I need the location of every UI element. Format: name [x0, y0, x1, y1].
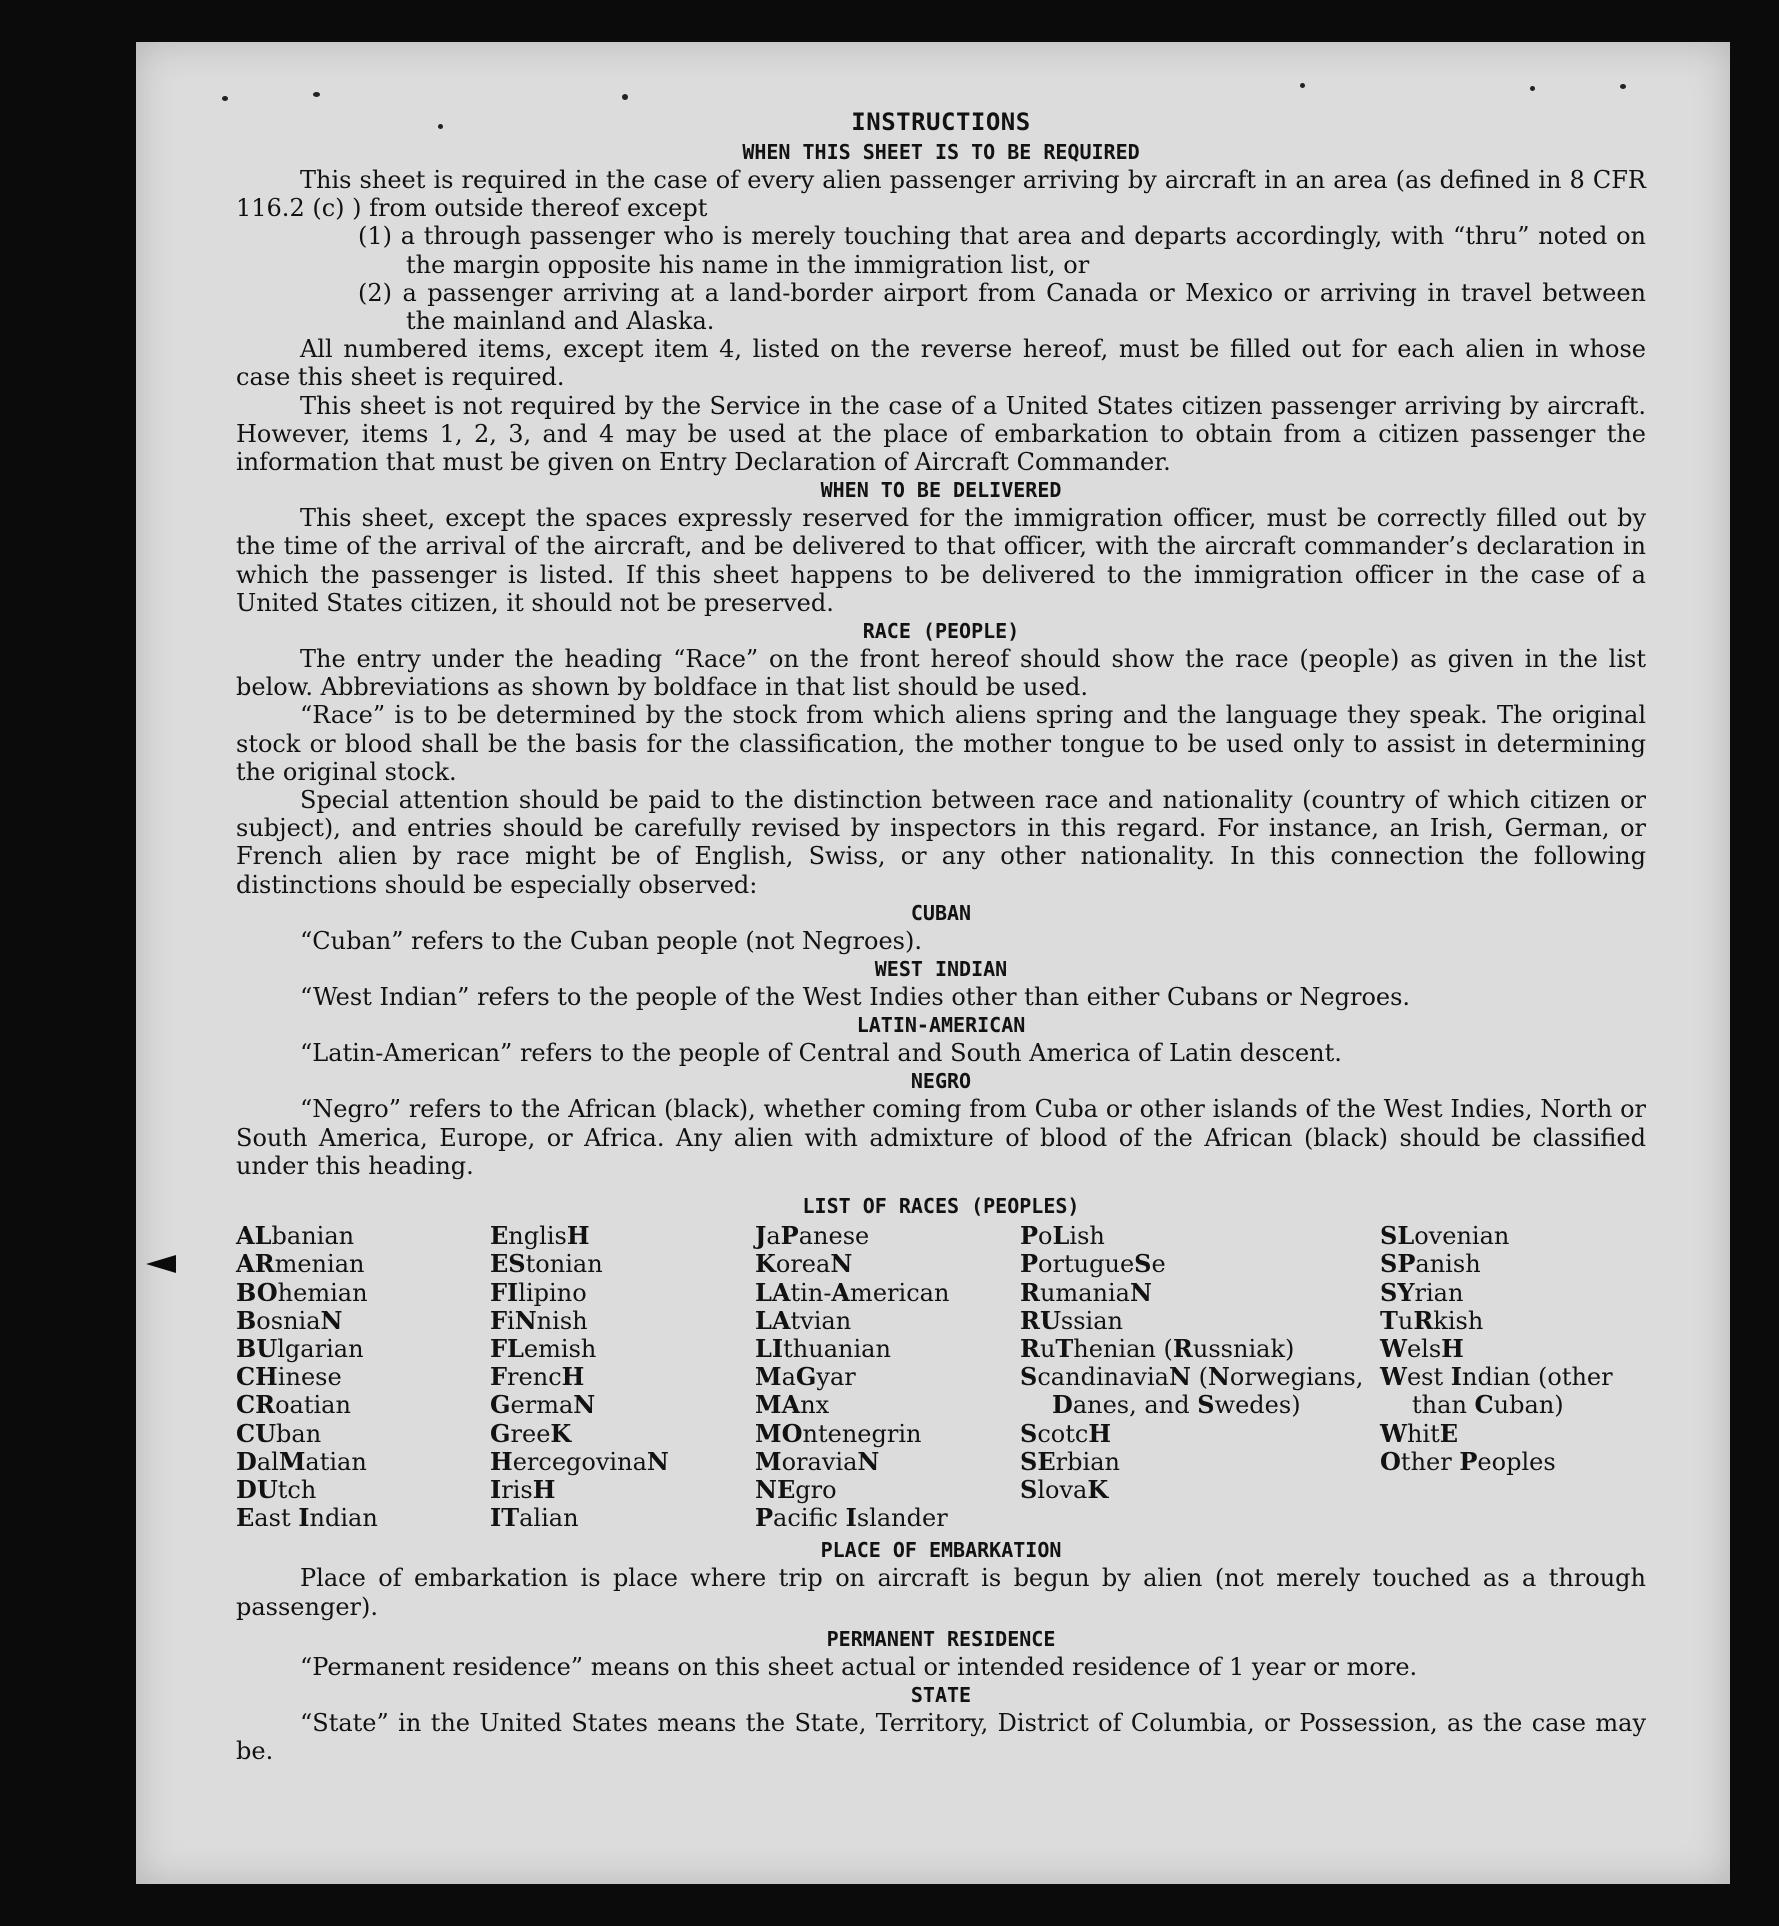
- race-list: [236, 1222, 1646, 1532]
- race-item: MaGyar: [755, 1362, 856, 1392]
- section-heading-required: WHEN THIS SHEET IS TO BE REQUIRED: [742, 140, 1140, 164]
- race-item: CRoatian: [236, 1390, 351, 1420]
- document-page: [136, 42, 1730, 1884]
- page-title: INSTRUCTIONS: [851, 108, 1031, 136]
- race-item: RumaniaN: [1020, 1277, 1152, 1307]
- race-item: BUlgarian: [236, 1333, 364, 1363]
- paragraph: “Negro” refers to the African (black), whether coming from Cuba or other islands of the West Indies, North or South America, Europe, or Africa. Any alien with admixture of blood of the African (black) should be classified under this heading.: [236, 1095, 1646, 1180]
- race-column: [1380, 1222, 1646, 1532]
- race-item: LAtin-American: [755, 1277, 950, 1307]
- paragraph: This sheet is required in the case of every alien passenger arriving by aircraft in an area (as defined in 8 CFR 116.2 (c) ) from outside thereof except: [236, 166, 1646, 223]
- race-item: HercegovinaN: [490, 1446, 669, 1476]
- section-heading-race-list: LIST OF RACES (PEOPLES): [802, 1194, 1080, 1219]
- race-item: KoreaN: [755, 1249, 853, 1279]
- race-column: [755, 1222, 1020, 1532]
- race-column: [236, 1222, 490, 1532]
- race-item: MAnx: [755, 1390, 830, 1420]
- race-item: LIthuanian: [755, 1333, 891, 1363]
- paragraph: “State” in the United States means the State, Territory, District of Columbia, or Possession, as the case may be.: [236, 1708, 1646, 1766]
- ink-speck: [438, 124, 443, 129]
- race-item: NEgro: [755, 1474, 837, 1504]
- race-item: CUban: [236, 1418, 322, 1448]
- race-item: Pacifc Islander: [755, 1503, 948, 1533]
- race-item: RUssian: [1020, 1305, 1124, 1335]
- race-item: IrisH: [490, 1474, 556, 1504]
- paragraph: “West Indian” refers to the people of the West Indies other than either Cubans or Negroes.: [300, 983, 1411, 1012]
- race-item: FIlipino: [490, 1277, 587, 1307]
- section-heading-negro: NEGRO: [910, 1069, 972, 1094]
- section-heading-race: RACE (PEOPLE): [862, 619, 1020, 644]
- race-item: TuRkish: [1380, 1305, 1484, 1335]
- race-item: JaPanese: [755, 1221, 870, 1251]
- section-heading-delivered: WHEN TO BE DELIVERED: [820, 478, 1062, 503]
- ink-speck: [1300, 83, 1305, 88]
- instructions-body: [236, 108, 1646, 1765]
- race-item: WhitE: [1380, 1418, 1459, 1448]
- list-item: (2) a passenger arriving at a land-border airport from Canada or Mexico or arriving in travel between the mainland and Alaska.: [358, 278, 1646, 336]
- race-column: [1020, 1222, 1380, 1532]
- race-item: FiNnish: [490, 1305, 588, 1335]
- race-item: DalMatian: [236, 1446, 367, 1476]
- margin-arrow-mark: [146, 1255, 176, 1273]
- race-item: Other Peoples: [1380, 1446, 1556, 1476]
- race-item: WelsH: [1380, 1333, 1464, 1363]
- race-item: EStonian: [490, 1249, 603, 1279]
- paragraph: Special attention should be paid to the distinction between race and nationality (country of which citizen or subject), and entries should be carefully revised by inspectors in this regard. For instance, an Irish, German, or French alien by race might be of English, Swiss, or any other nationality. In this connection the following distinctions should be especially observed:: [236, 786, 1646, 899]
- race-item: MoraviaN: [755, 1446, 880, 1476]
- ink-speck: [222, 96, 228, 101]
- race-item: MOntenegrin: [755, 1418, 922, 1448]
- section-heading-residence: PERMANENT RESIDENCE: [826, 1626, 1056, 1651]
- paragraph: “Latin-American” refers to the people of Central and South America of Latin descent.: [300, 1039, 1342, 1068]
- paragraph: This sheet, except the spaces expressly reserved for the immigration officer, must be correctly filled out by the time of the arrival of the aircraft, and be delivered to that officer, with the aircraft commander’s declaration in which the passenger is listed. If this sheet happens to be delivered to the immigration officer in the case of a United States citizen, it should not be preserved.: [236, 504, 1646, 617]
- race-item: ITalian: [490, 1503, 579, 1533]
- paragraph: The entry under the heading “Race” on the front hereof should show the race (people) as given in the list below. Abbreviations as shown by boldface in that list should be used.: [236, 645, 1646, 702]
- race-item: FLemish: [490, 1333, 597, 1363]
- race-item: East Indian: [236, 1503, 378, 1533]
- list-item: (1) a through passenger who is merely touching that area and departs accordingly, with “thru” noted on the margin opposite his name in the immigration list, or: [358, 222, 1646, 279]
- section-heading-west-indian: WEST INDIAN: [874, 957, 1008, 982]
- paragraph: All numbered items, except item 4, listed on the reverse hereof, must be filled out for each alien in whose case this sheet is required.: [236, 335, 1646, 392]
- paragraph: This sheet is not required by the Service in the case of a United States citizen passenger arriving by aircraft. However, items 1, 2, 3, and 4 may be used at the place of embarkation to obtain from a citizen passenger the information that must be given on Entry Declaration of Aircraft Commander.: [236, 391, 1646, 477]
- race-item: ALbanian: [236, 1221, 355, 1251]
- race-item: RuThenian (Russniak): [1020, 1333, 1295, 1363]
- race-item: ScotcH: [1020, 1418, 1112, 1448]
- race-item: West Indian (other than Cuban): [1380, 1362, 1613, 1420]
- ink-speck: [1620, 84, 1626, 89]
- paragraph: “Cuban” refers to the Cuban people (not Negroes).: [300, 926, 922, 955]
- race-item: DUtch: [236, 1474, 317, 1504]
- race-item: SPanish: [1380, 1249, 1481, 1279]
- ink-speck: [622, 94, 628, 100]
- section-heading-embarkation: PLACE OF EMBARKATION: [820, 1538, 1062, 1563]
- race-item: SErbian: [1020, 1446, 1120, 1476]
- ink-speck: [1530, 86, 1535, 91]
- race-item: PoLish: [1020, 1221, 1105, 1251]
- race-item: ScandinaviaN (Norwegians, Danes, and Swedes): [1020, 1362, 1364, 1420]
- race-item: SYrian: [1380, 1277, 1464, 1307]
- race-item: GermaN: [490, 1390, 596, 1420]
- race-item: SlovaK: [1020, 1474, 1109, 1504]
- section-heading-latin-american: LATIN-AMERICAN: [856, 1013, 1026, 1038]
- race-item: FrencH: [490, 1362, 585, 1392]
- paragraph: “Race” is to be determined by the stock from which aliens spring and the language they speak. The original stock or blood shall be the basis for the classification, the mother tongue to be used only to assist in determining the original stock.: [236, 701, 1646, 786]
- ink-speck: [313, 92, 320, 97]
- paragraph: “Permanent residence” means on this sheet actual or intended residence of 1 year or more.: [300, 1652, 1418, 1681]
- race-item: BosniaN: [236, 1305, 343, 1335]
- race-item: LAtvian: [755, 1305, 852, 1335]
- race-item: EnglisH: [490, 1221, 590, 1251]
- race-item: SLovenian: [1380, 1221, 1510, 1251]
- race-item: PortugueSe: [1020, 1249, 1166, 1279]
- race-item: ARmenian: [236, 1249, 365, 1279]
- race-item: GreeK: [490, 1418, 572, 1448]
- race-item: BOhemian: [236, 1277, 368, 1307]
- section-heading-cuban: CUBAN: [910, 900, 972, 925]
- paragraph: Place of embarkation is place where trip on aircraft is begun by alien (not merely touched as a through passenger).: [236, 1564, 1646, 1621]
- race-item: CHinese: [236, 1362, 342, 1392]
- section-heading-state: STATE: [910, 1682, 972, 1707]
- race-column: [490, 1222, 755, 1532]
